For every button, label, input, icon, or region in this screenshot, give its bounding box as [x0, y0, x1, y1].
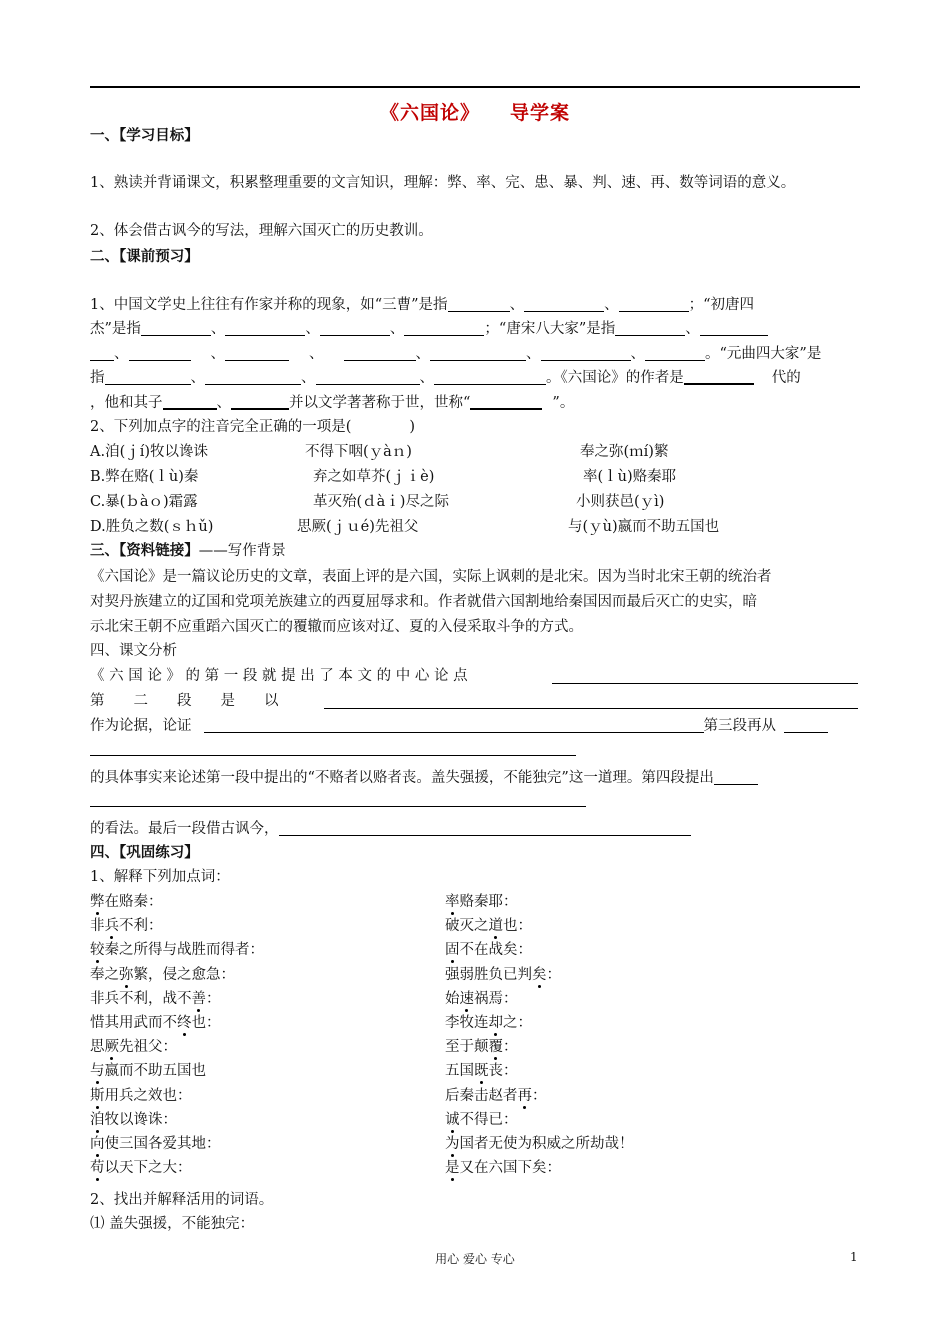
- exercise-item-left-11: 向使三国各爱其地：: [90, 1136, 221, 1152]
- exercise-item-left-3: 较秦之所得与战胜而得者：: [90, 942, 264, 958]
- option-a-3: 奉之弥(ｍí)繁: [580, 444, 669, 460]
- exercise-item-right-12: 是又在六国下矣：: [445, 1160, 561, 1176]
- blank[interactable]: [700, 321, 768, 336]
- exercise-item-left-9: 斯用兵之效也：: [90, 1088, 192, 1104]
- exercise-q2: 2、找出并解释活用的词语。: [90, 1192, 274, 1208]
- answer-line[interactable]: [552, 683, 858, 684]
- option-d-1: D.胜负之数(ｓｈǔ): [90, 519, 214, 535]
- exercise-item-right-1: 率赂秦耶：: [445, 894, 518, 910]
- blank[interactable]: [163, 394, 217, 410]
- footer-text: 用心 爱心 专心: [435, 1252, 515, 1266]
- blank[interactable]: [344, 346, 416, 361]
- page-title: [0, 98, 950, 125]
- title-sub: 导学案: [510, 102, 571, 124]
- exercise-item-left-12: 苟以天下之大：: [90, 1160, 192, 1176]
- section-heading-exercises: 四、【巩固练习】: [90, 845, 199, 861]
- blank[interactable]: [279, 821, 691, 836]
- title-main: 《六国论》: [379, 102, 480, 124]
- blank[interactable]: [225, 346, 289, 361]
- blank[interactable]: [404, 321, 484, 336]
- option-d-2: 思厥(ｊｕé)先祖父: [297, 519, 419, 535]
- q1-line-1: 1、中国文学史上往往有作家并称的现象，如“三曹”是指 、 、 ；“初唐四: [90, 297, 754, 313]
- background-para-1: 《六国论》是一篇议论历史的文章，表面上评的是六国，实际上讽刺的是北宋。因为当时北宋王朝的统治者: [90, 569, 772, 585]
- blank[interactable]: [204, 718, 704, 733]
- section-heading-materials: 三、【资料链接】——写作背景: [90, 543, 286, 559]
- exercise-item-left-2: 非兵不利：: [90, 918, 163, 934]
- blank[interactable]: [541, 346, 631, 361]
- exercise-item-right-8: 五国既丧：: [445, 1063, 518, 1079]
- goal-2: 2、体会借古讽今的写法，理解六国灭亡的历史教训。: [90, 223, 433, 239]
- blank[interactable]: [205, 370, 301, 385]
- option-b-2: 弃之如草芥(ｊｉè): [313, 469, 435, 485]
- exercise-item-right-5: 始速祸焉：: [445, 991, 518, 1007]
- option-c-2: 革灭殆(ｄàｉ)尽之际: [313, 494, 449, 510]
- answer-line[interactable]: [324, 708, 858, 709]
- option-b-1: B.弊在赂(ｌù)秦: [90, 469, 199, 485]
- q2: 2、下列加点字的注音完全正确的一项是( ): [90, 419, 416, 435]
- exercise-q1: 1、解释下列加点词：: [90, 869, 230, 885]
- background-para-2: 对契丹族建立的辽国和党项羌族建立的西夏屈辱求和。作者就借六国割地给秦国因而最后灭亡的史实，暗: [90, 594, 757, 610]
- q1-line-4: 指 、 、 、 。《六国论》的作者是 代的: [90, 370, 801, 386]
- analysis-heading: 四、课文分析: [90, 643, 177, 659]
- exercise-item-right-7: 至于颠覆：: [445, 1039, 518, 1055]
- blank[interactable]: [430, 346, 526, 361]
- background-para-3: 示北宋王朝不应重蹈六国灭亡的覆辙而应该对辽、夏的入侵采取斗争的方式。: [90, 619, 583, 635]
- blank[interactable]: [316, 370, 420, 385]
- blank[interactable]: [225, 321, 305, 336]
- exercise-item-right-2: 破灭之道也：: [445, 918, 532, 934]
- analysis-line-1: 《 六 国 论 》 的 第 一 段 就 提 出 了 本 文 的 中 心 论 点: [90, 668, 468, 684]
- blank[interactable]: [524, 297, 604, 312]
- blank[interactable]: [784, 718, 828, 733]
- blank[interactable]: [615, 321, 685, 336]
- exercise-item-right-11: 为国者无使为积威之所劫哉！: [445, 1136, 634, 1152]
- option-a-2: 不得下咽(ｙàｎ): [305, 444, 412, 460]
- blank[interactable]: [619, 297, 689, 312]
- exercise-item-right-9: 后秦击赵者再：: [445, 1088, 547, 1104]
- exercise-item-left-10: 洎牧以谗诛：: [90, 1112, 177, 1128]
- q1-line-2: 杰”是指 、 、 、 ；“唐宋八大家”是指 、: [90, 319, 768, 339]
- answer-line[interactable]: [90, 806, 586, 807]
- option-c-1: C.暴(ｂàｏ)霜露: [90, 494, 198, 510]
- analysis-line-5: 的具体事实来论述第一段中提出的“不赂者以赂者丧。盖失强援，不能独完”这一道理。第四段提出: [90, 768, 758, 788]
- blank[interactable]: [714, 770, 758, 785]
- blank[interactable]: [320, 321, 390, 336]
- blank[interactable]: [470, 394, 542, 410]
- blank[interactable]: [434, 370, 546, 385]
- blank[interactable]: [90, 346, 114, 361]
- exercise-item-right-3: 固不在战矣：: [445, 942, 532, 958]
- blank[interactable]: [645, 346, 705, 361]
- exercise-item-right-10: 诚不得已：: [445, 1112, 518, 1128]
- goal-1: 1、熟读并背诵课文，积累整理重要的文言知识，理解：弊、率、完、患、暴、判、速、再、数等词语的意义。: [90, 175, 796, 191]
- option-d-3: 与(ｙù)嬴而不助五国也: [568, 519, 720, 535]
- blank[interactable]: [141, 321, 211, 336]
- blank[interactable]: [448, 297, 510, 312]
- blank[interactable]: [129, 346, 191, 361]
- option-a-1: A.洎(ｊí)牧以谗诛: [90, 444, 209, 460]
- exercise-item-left-6: 惜其用武而不终也：: [90, 1015, 221, 1031]
- option-c-3: 小则获邑(ｙì): [576, 494, 665, 510]
- exercise-q2-item-1: ⑴ 盖失强援，不能独完：: [90, 1216, 255, 1232]
- header-rule: [90, 86, 860, 88]
- q1-line-5: ，他和其子 、 并以文学著著称于世，世称“ ”。: [90, 395, 575, 411]
- answer-line[interactable]: [90, 755, 576, 756]
- exercise-item-right-6: 李牧连却之：: [445, 1015, 532, 1031]
- analysis-line-3: 作为论据，论证 第三段再从: [90, 716, 828, 736]
- exercise-item-left-8: 与嬴而不助五国也: [90, 1063, 206, 1079]
- exercise-item-left-4: 奉之弥繁，侵之愈急：: [90, 967, 235, 983]
- blank[interactable]: [684, 369, 754, 385]
- section-heading-preview: 二、【课前预习】: [90, 249, 199, 265]
- analysis-line-7: 的看法。最后一段借古讽今，: [90, 819, 691, 839]
- option-b-3: 率(ｌù)赂秦耶: [583, 469, 677, 485]
- exercise-item-right-4: 强弱胜负已判矣：: [445, 967, 561, 983]
- exercise-item-left-5: 非兵不利，战不善：: [90, 991, 221, 1007]
- blank[interactable]: [231, 394, 289, 410]
- blank[interactable]: [105, 370, 191, 385]
- page-number: 1: [850, 1250, 858, 1264]
- exercise-item-left-7: 思厥先祖父：: [90, 1039, 177, 1055]
- q1-line-3: 、 、 、 、 、 、 。“元曲四大家”是: [90, 344, 821, 364]
- exercise-item-left-1: 弊在赂秦：: [90, 894, 163, 910]
- analysis-line-2: 第 二 段 是 以: [90, 693, 279, 709]
- section-heading-goals: 一、【学习目标】: [90, 128, 199, 144]
